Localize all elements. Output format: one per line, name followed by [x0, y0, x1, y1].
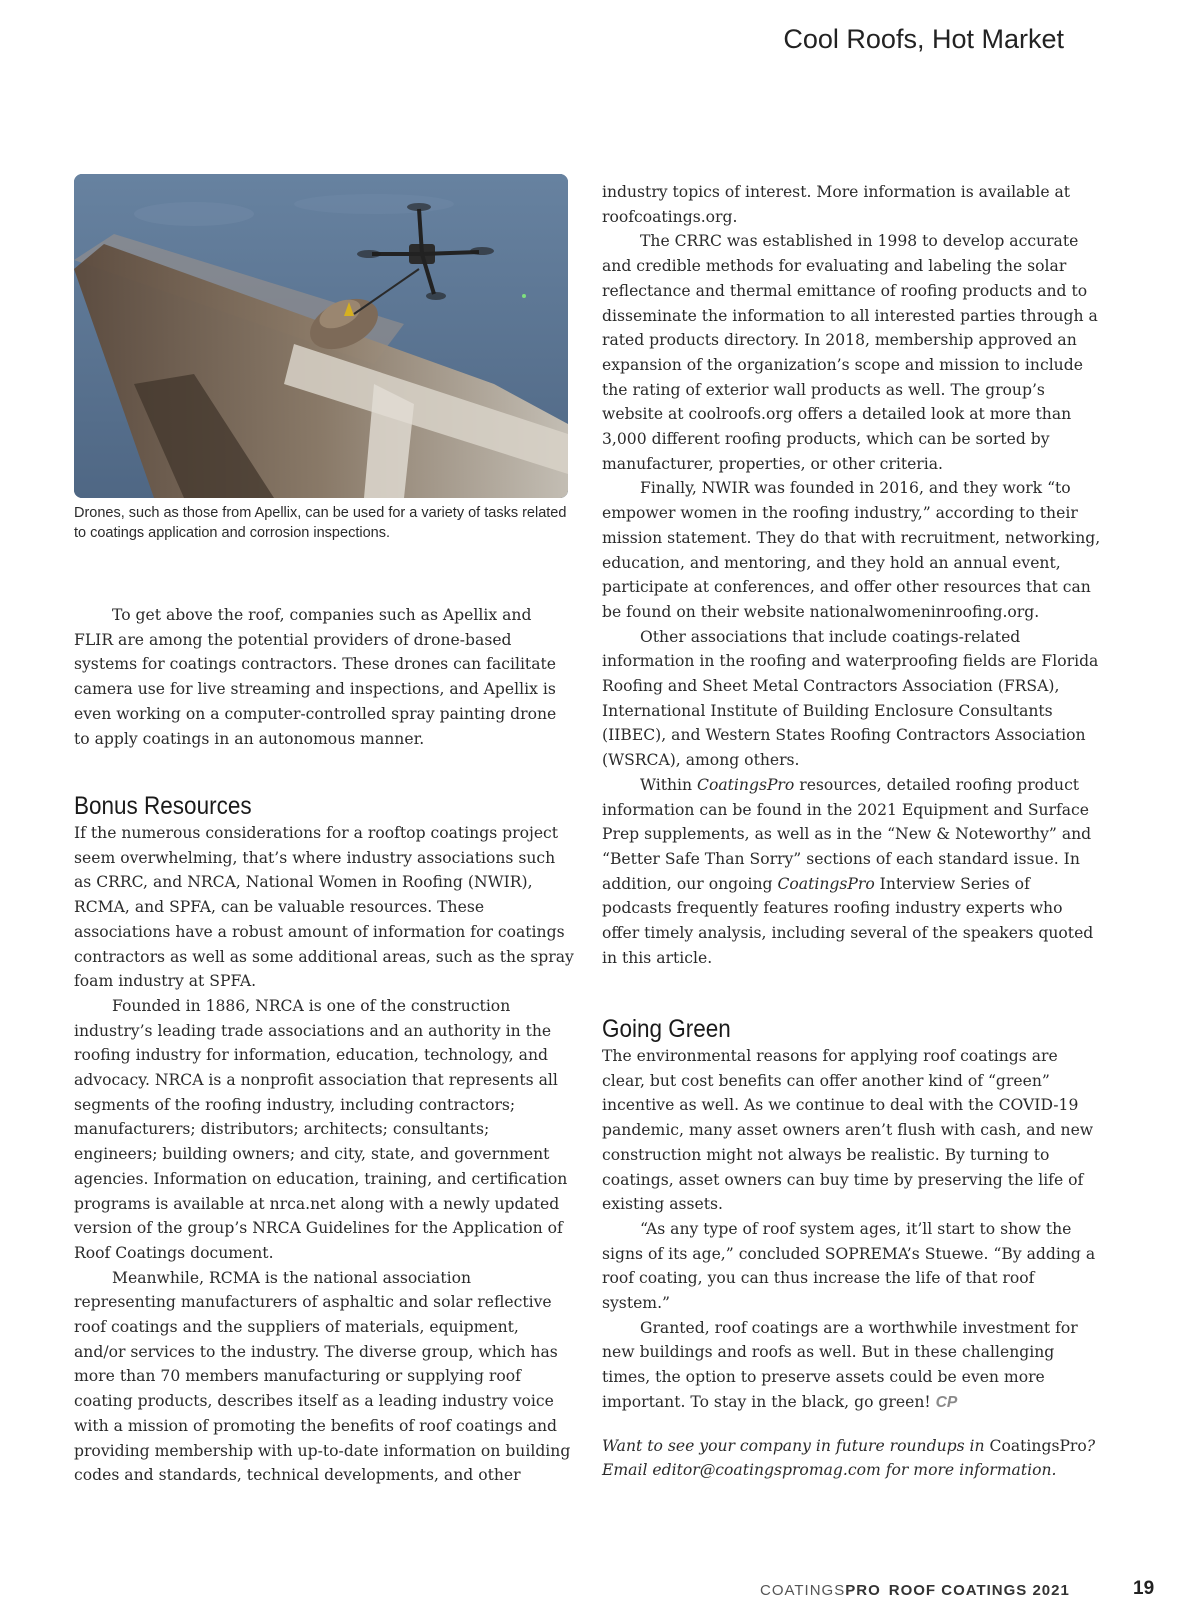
green-paragraph-3: [602, 1316, 1102, 1416]
going-green-heading: Going Green: [602, 1015, 731, 1043]
photo-caption: Drones, such as those from Apellix, can be used for a variety of tasks related to coatings application and corrosion inspections.: [74, 505, 567, 541]
cta-text-b: ? Email editor@coatingspromag.com for more information.: [602, 1436, 1096, 1480]
p5-text-a: Within: [640, 775, 698, 794]
going-green-section: [602, 1014, 1102, 1483]
green-paragraph-3-text: Granted, roof coatings are a worthwhile investment for new buildings and roofs as well. But in these challenging times, the option to preserve assets could be even more important. To stay in the black, go green!: [602, 1318, 1078, 1411]
page-number: 19: [1133, 1578, 1155, 1599]
cta-text-a: Want to see your company in future roundups in: [602, 1436, 990, 1455]
bonus-paragraph-3: Meanwhile, RCMA is the national association representing manufacturers of asphaltic and solar reflective roof coatings and the suppliers of materials, equipment, and/or services to the industry. The diverse group, which has more than 70 members manufacturing or supplying roof coating products, describes itself as a leading industry voice with a mission of promoting the benefits of roof coatings and providing membership with up-to-date information on building codes and standards, technical developments, and other: [74, 1268, 571, 1485]
right-paragraph-1: industry topics of interest. More information is available at roofcoatings.org.: [602, 183, 1071, 226]
drone-illustration: [74, 174, 568, 498]
intro-paragraph: To get above the roof, companies such as Apellix and FLIR are among the potential providers of drone-based systems for coatings contractors. These drones can facilitate camera use for live streaming and inspections, and Apellix is even working on a computer-controlled spray painting drone to apply coatings in an autonomous manner.: [74, 606, 557, 748]
right-column-top: [602, 180, 1102, 971]
intro-section: [74, 603, 574, 751]
footer-brand-bold: PRO: [845, 1582, 881, 1599]
bonus-resources-section: [74, 791, 574, 1488]
bonus-paragraph-2: Founded in 1886, NRCA is one of the construction industry’s leading trade associations and an authority in the roofing industry for information, education, technology, and advocacy. NRCA is a nonprofit association that represents all segments of the roofing industry, including contractors; manufacturers; distributors; architects; consultants; engineers; building owners; and city, state, and government agencies. Information on education, training, and certification programs is available at nrca.net along with a newly updated version of the group’s NRCA Guidelines for the Application of Roof Coatings document.: [74, 996, 568, 1262]
right-paragraph-4: Other associations that include coatings-related information in the roofing and waterproofing fields are Florida Roofing and Sheet Metal Contractors Association (FRSA), International Institute of Building Enclosure Consultants (IIBEC), and Western States Roofing Contractors Association (WSRCA), among others.: [602, 627, 1099, 770]
p5-text-c: Interview Series of podcasts frequently features roofing industry experts who offer timely analysis, including several of the speakers quoted in this article.: [602, 874, 1094, 967]
cta-publication: CoatingsPro: [989, 1436, 1087, 1455]
footer-brand-light: COATINGS: [760, 1582, 846, 1599]
bonus-paragraph-1: If the numerous considerations for a rooftop coatings project seem overwhelming, that’s where industry associations such as CRRC, and NRCA, National Women in Roofing (NWIR), RCMA, and SPFA, can be valuable resources. These associations have a robust amount of information for coatings contractors as well as some additional areas, such as the spray foam industry at SPFA.: [74, 824, 574, 991]
publication-name: CoatingsPro: [697, 775, 795, 794]
bonus-resources-heading: Bonus Resources: [74, 792, 252, 820]
right-paragraph-2: The CRRC was established in 1998 to develop accurate and credible methods for evaluating and labeling the solar reflectance and thermal emittance of roofing products and to disseminate the information to all interested parties through a rated products directory. In 2018, membership approved an expansion of the organization’s scope and mission to include the rating of exterior wall products as well. The group’s website at coolroofs.org offers a detailed look at more than 3,000 different roofing products, which can be sorted by manufacturer, properties, or other criteria.: [602, 232, 1098, 473]
running-title: Cool Roofs, Hot Market: [783, 24, 1064, 54]
call-to-action: [602, 1434, 1102, 1483]
drone-photo: [74, 174, 568, 498]
page-footer: [760, 1582, 1070, 1599]
green-paragraph-2: “As any type of roof system ages, it’ll start to show the signs of its age,” concluded SOPREMA’s Stuewe. “By adding a roof coating, you can thus increase the life of that roof system.”: [602, 1219, 1096, 1313]
right-paragraph-5: [602, 773, 1102, 971]
publication-name: CoatingsPro: [777, 874, 875, 893]
green-paragraph-1: The environmental reasons for applying roof coatings are clear, but cost benefits can offer another kind of “green” incentive as well. As we continue to deal with the COVID-19 pandemic, many asset owners aren’t flush with cash, and new construction might not always be realistic. By turning to coatings, asset owners can buy time by preserving the life of existing assets.: [602, 1047, 1094, 1214]
end-mark-icon: CP: [935, 1393, 958, 1411]
right-paragraph-3: Finally, NWIR was founded in 2016, and they work “to empower women in the roofing industry,” according to their mission statement. They do that with recruitment, networking, education, and mentoring, and they hold an annual event, participate at conferences, and offer other resources that can be found on their website nationalwomeninroofing.org.: [602, 479, 1101, 621]
footer-issue: ROOF COATINGS 2021: [888, 1582, 1070, 1599]
p5-text-b: resources, detailed roofing product information can be found in the 2021 Equipment and Surface Prep supplements, as well as in the “New & Noteworthy” and “Better Safe Than Sorry” sections of each standard issue. In addition, our ongoing: [602, 775, 1092, 893]
